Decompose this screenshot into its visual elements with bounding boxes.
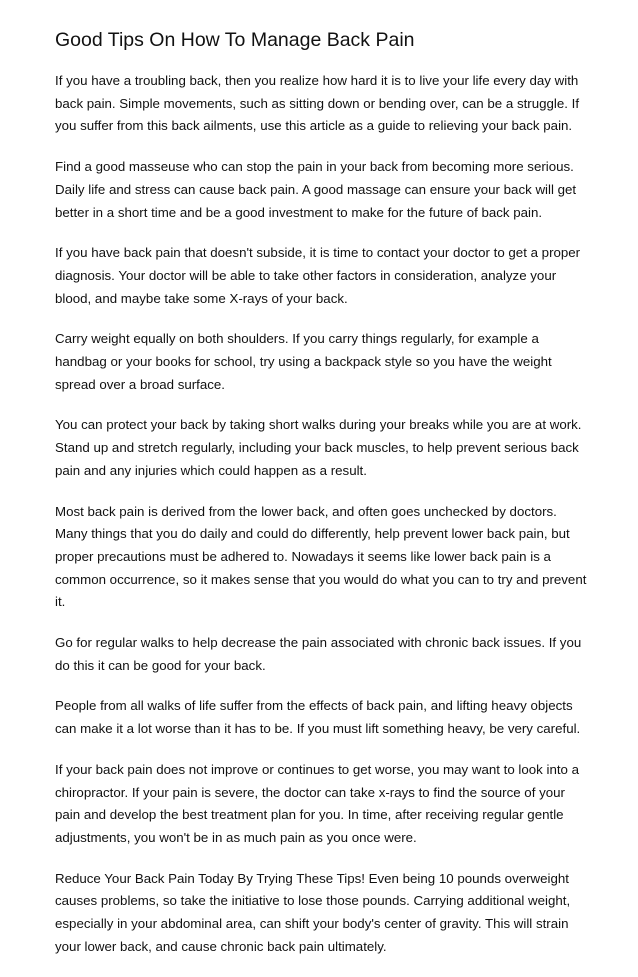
paragraph-7: Go for regular walks to help decrease the pain associated with chronic back issues. If you do this it can be good for your back.	[55, 635, 582, 673]
document-page	[55, 27, 587, 977]
paragraph-6: Most back pain is derived from the lower back, and often goes unchecked by doctors. Many things that you do daily and could do differently, help prevent lower back pain, but proper precautions must be adhered to. Nowadays it seems like lower back pain is a common occurrence, so it makes sense that you would do what you can to try and prevent it.	[55, 503, 587, 610]
paragraph-4: Carry weight equally on both shoulders. If you carry things regularly, for example a handbag or your books for school, try using a backpack style so you have the weight spread over a broad surface.	[55, 331, 552, 392]
paragraph-8: People from all walks of life suffer from the effects of back pain, and lifting heavy objects can make it a lot worse than it has to be. If you must lift something heavy, be very careful.	[55, 698, 581, 737]
paragraph-5: You can protect your back by taking short walks during your breaks while you are at work. Stand up and stretch regularly, including your back muscles, to help prevent serious back pain and any injuries which could happen as a result.	[55, 417, 582, 478]
paragraph-10: Reduce Your Back Pain Today By Trying These Tips! Even being 10 pounds overweight causes problems, so take the initiative to lose those pounds. Carrying additional weight, especially in your abdominal area, can shift your body's center of gravity. This will strain your lower back, and cause chronic back pain ultimately.	[55, 870, 571, 954]
paragraph-1: If you have a troubling back, then you realize how hard it is to live your life every day with back pain. Simple movements, such as sitting down or bending over, can be a struggle. If you suffer from this back ailments, use this article as a guide to relieving your back pain.	[55, 73, 580, 134]
paragraph-2: Find a good masseuse who can stop the pain in your back from becoming more serious. Daily life and stress can cause back pain. A good massage can ensure your back will get better in a short time and be a good investment to make for the future of back pain.	[55, 159, 577, 220]
paragraph-9: If your back pain does not improve or continues to get worse, you may want to look into a chiropractor. If your pain is severe, the doctor can take x-rays to find the source of your pain and develop the best treatment plan for you. In time, after receiving regular gentle adjustments, you won't be in as much pain as you once were.	[55, 761, 580, 845]
paragraph-3: If you have back pain that doesn't subside, it is time to contact your doctor to get a proper diagnosis. Your doctor will be able to take other factors in consideration, analyze your blood, and maybe take some X-rays of your back.	[55, 245, 581, 306]
document-title: Good Tips On How To Manage Back Pain	[55, 29, 415, 51]
